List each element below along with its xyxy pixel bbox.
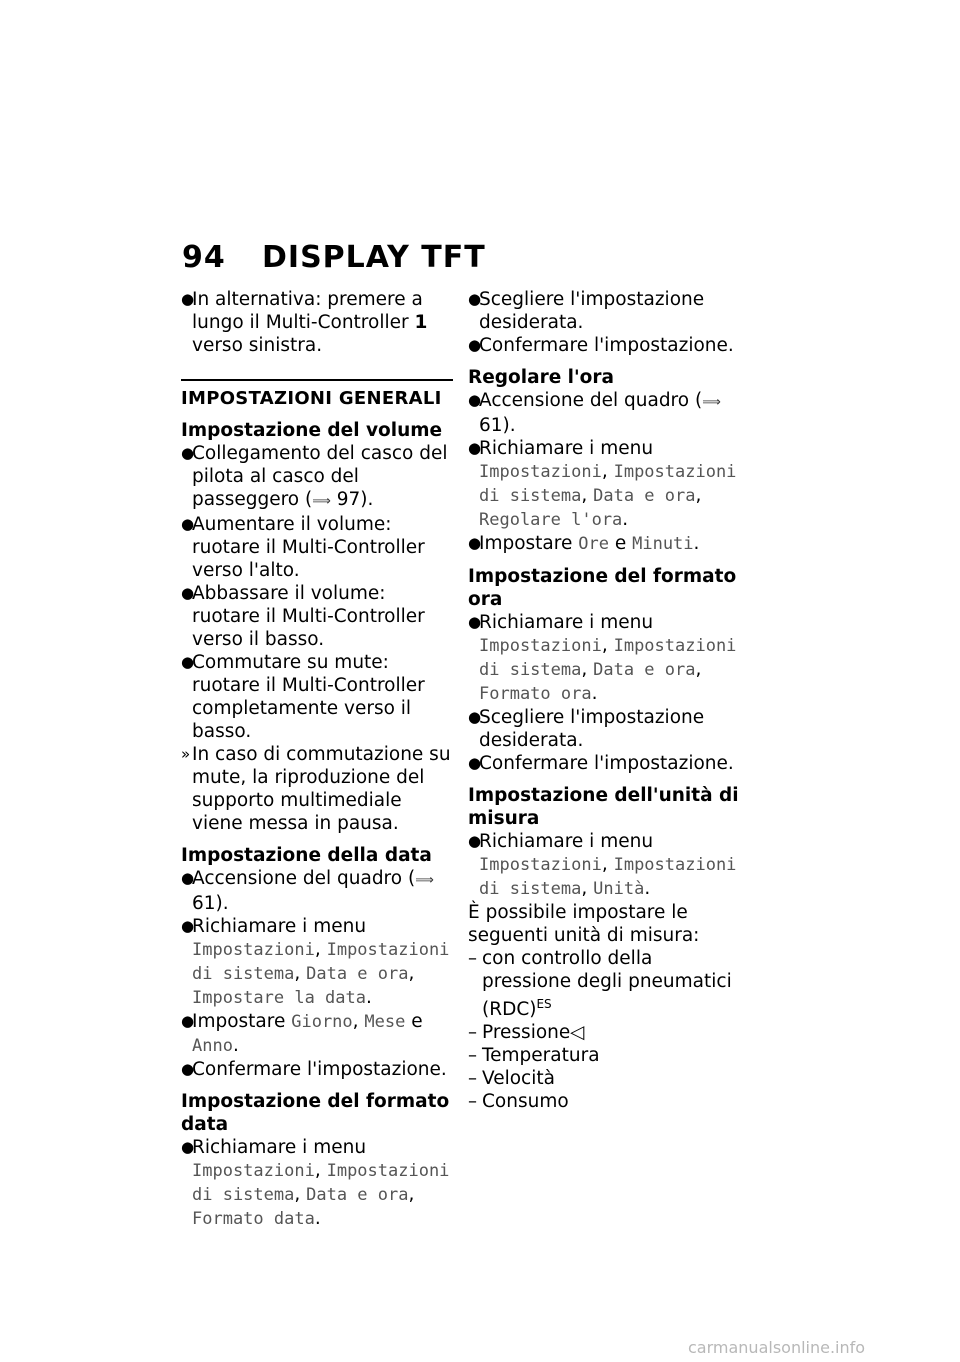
list-item — [181, 867, 453, 915]
separator: . — [622, 509, 629, 530]
menu-path: Impostazioni — [479, 855, 602, 875]
menu-value: Giorno — [291, 1012, 353, 1032]
separator: , — [294, 963, 307, 984]
list-item — [181, 1136, 453, 1231]
separator: , — [408, 1184, 415, 1205]
menu-value: Ore — [578, 534, 609, 554]
bullet-icon: ● — [181, 584, 195, 602]
dash-icon: – — [468, 1091, 477, 1113]
item-text: Abbassare il volume: ruotare il Multi-Controller verso il basso. — [192, 583, 425, 650]
item-text: Collegamento del casco del pilota al casco del passeggero ( — [192, 443, 448, 510]
dash-item — [468, 947, 746, 1021]
section-divider — [181, 379, 453, 381]
page-reference[interactable]: 61). — [192, 893, 229, 914]
item-text: Temperatura — [482, 1045, 600, 1067]
separator: , — [408, 963, 415, 984]
separator: , — [601, 854, 614, 875]
menu-path: Impostazioni — [192, 1161, 315, 1181]
separator: , — [695, 659, 702, 680]
list-item — [468, 532, 746, 556]
item-text: verso sinistra. — [192, 335, 323, 356]
item-text: In alternativa: premere a lungo il Multi-Controller — [192, 289, 423, 333]
left-column — [181, 288, 453, 1231]
menu-path: Impostazioni — [479, 636, 602, 656]
menu-path: Impostazioni di sistema — [192, 940, 450, 984]
list-item — [468, 437, 746, 532]
menu-value: Anno — [192, 1036, 233, 1056]
item-text: Commutare su mute: ruotare il Multi-Controller completamente verso il basso. — [192, 652, 425, 742]
item-text: Aumentare il volume: ruotare il Multi-Controller verso l'alto. — [192, 514, 425, 581]
list-item — [468, 611, 746, 706]
item-text: Consumo — [482, 1091, 569, 1113]
separator: . — [644, 878, 651, 899]
bullet-icon: ● — [468, 754, 482, 772]
list-item — [181, 1058, 453, 1081]
page-header — [182, 240, 782, 275]
bullet-icon: ● — [181, 1012, 195, 1030]
bullet-icon: ● — [181, 444, 195, 462]
separator: . — [366, 987, 372, 1008]
subheading-time-format: Impostazione del formato ora — [468, 566, 737, 610]
bullet-icon: ● — [468, 439, 482, 457]
bullet-icon: ● — [468, 534, 482, 552]
separator: , — [352, 1011, 365, 1032]
bullet-icon: ● — [181, 1138, 195, 1156]
bullet-icon: ● — [181, 869, 195, 887]
dash-item — [468, 1021, 746, 1044]
page-number: 94 — [182, 240, 226, 275]
separator: e — [608, 533, 633, 554]
end-marker-icon: ◁ — [570, 1022, 585, 1044]
separator: , — [695, 485, 702, 506]
separator: e — [405, 1011, 423, 1032]
bullet-icon: ● — [468, 832, 482, 850]
item-text: Scegliere l'impostazione desiderata. — [479, 707, 705, 751]
menu-path: Impostazioni di sistema — [479, 462, 737, 506]
item-text: Confermare l'impostazione. — [479, 753, 734, 774]
item-text: Impostare — [479, 533, 579, 554]
item-text: Richiamare i menu — [192, 916, 367, 937]
subheading-date-format: Impostazione del formato data — [181, 1091, 450, 1135]
separator: . — [693, 533, 700, 554]
separator: , — [601, 635, 614, 656]
page-reference[interactable]: 61). — [479, 415, 516, 436]
bullet-icon: ● — [181, 653, 195, 671]
menu-path: Data e ora — [593, 486, 696, 506]
menu-path: Data e ora — [593, 660, 696, 680]
item-text: Confermare l'impostazione. — [192, 1059, 447, 1080]
list-item — [468, 752, 746, 775]
list-item — [468, 334, 746, 357]
list-item — [468, 706, 746, 752]
item-text: Accensione del quadro ( — [479, 390, 703, 411]
menu-path: Impostazioni di sistema — [479, 855, 737, 899]
dash-item — [468, 1090, 746, 1113]
separator: . — [591, 683, 598, 704]
menu-path: Impostazioni — [192, 940, 315, 960]
item-text: Richiamare i menu — [479, 438, 654, 459]
list-item — [468, 830, 746, 901]
separator: , — [581, 878, 594, 899]
menu-path: Unità — [593, 879, 645, 899]
menu-value: Mese — [364, 1012, 406, 1032]
separator: . — [232, 1035, 239, 1056]
bullet-icon: ● — [468, 290, 482, 308]
menu-path: Data e ora — [306, 1185, 409, 1205]
page-reference[interactable]: 97). — [330, 489, 374, 510]
menu-path: Data e ora — [306, 964, 409, 984]
subheading-date: Impostazione della data — [181, 845, 432, 866]
list-item — [181, 582, 453, 651]
bullet-icon: ● — [468, 336, 482, 354]
item-text: Accensione del quadro ( — [192, 868, 416, 889]
separator: , — [294, 1184, 307, 1205]
right-column — [468, 288, 746, 1113]
list-item — [181, 1010, 453, 1058]
units-paragraph: È possibile impostare le seguenti unità di misura: — [468, 902, 700, 946]
menu-value: Minuti — [632, 534, 694, 554]
menu-path: Impostare la data — [192, 988, 366, 1008]
separator: . — [314, 1208, 321, 1229]
list-item — [468, 288, 746, 334]
item-text: Impostare — [192, 1011, 292, 1032]
separator: , — [581, 659, 594, 680]
item-text: Scegliere l'impostazione desiderata. — [479, 289, 705, 333]
menu-path: Formato ora — [479, 684, 592, 704]
menu-path: Impostazioni di sistema — [479, 636, 737, 680]
bullet-icon: ● — [181, 515, 195, 533]
menu-path: Regolare l'ora — [479, 510, 623, 530]
reference-arrow-icon: ⟹ — [415, 873, 434, 888]
control-number: 1 — [414, 312, 428, 333]
dash-icon: – — [468, 1068, 477, 1090]
item-text: con controllo della pressione degli pneumatici (RDC) — [482, 948, 732, 1021]
item-text: Velocità — [482, 1068, 555, 1090]
item-text: Richiamare i menu — [192, 1137, 367, 1158]
item-text: In caso di commutazione su mute, la riproduzione del supporto multimediale viene messa in pausa. — [192, 744, 451, 834]
separator: , — [314, 1160, 327, 1181]
dash-item — [468, 1044, 746, 1067]
subheading-volume: Impostazione del volume — [181, 420, 443, 441]
result-item — [181, 743, 453, 835]
result-arrow-icon: » — [181, 745, 191, 763]
item-text: Confermare l'impostazione. — [479, 335, 734, 356]
menu-path: Impostazioni di sistema — [192, 1161, 450, 1205]
separator: , — [601, 461, 614, 482]
dash-icon: – — [468, 1022, 477, 1044]
page-title: DISPLAY TFT — [262, 240, 486, 275]
footer-watermark: carmanualsonline.info — [688, 1338, 866, 1357]
list-item — [181, 915, 453, 1010]
subheading-units: Impostazione dell'unità di misura — [468, 785, 739, 829]
bullet-icon: ● — [181, 290, 195, 308]
item-text: Richiamare i menu — [479, 831, 654, 852]
list-item — [181, 442, 453, 513]
menu-path: Formato data — [192, 1209, 315, 1229]
dash-icon: – — [468, 948, 477, 969]
dash-item — [468, 1067, 746, 1090]
bullet-icon: ● — [181, 917, 195, 935]
bullet-icon: ● — [468, 708, 482, 726]
reference-arrow-icon: ⟹ — [312, 494, 331, 509]
list-item — [181, 288, 453, 357]
list-item — [468, 389, 746, 437]
item-text: Richiamare i menu — [479, 612, 654, 633]
dash-icon: – — [468, 1045, 477, 1067]
separator: , — [314, 939, 327, 960]
reference-arrow-icon: ⟹ — [702, 395, 721, 410]
subheading-time: Regolare l'ora — [468, 367, 615, 388]
section-title: IMPOSTAZIONI GENERALI — [181, 388, 442, 409]
menu-path: Impostazioni — [479, 462, 602, 482]
bullet-icon: ● — [468, 613, 482, 631]
list-item — [181, 651, 453, 743]
item-text: Pressione — [482, 1022, 571, 1044]
bullet-icon: ● — [468, 391, 482, 409]
separator: , — [581, 485, 594, 506]
optional-equipment-badge: ES — [536, 997, 552, 1011]
bullet-icon: ● — [181, 1060, 195, 1078]
list-item — [181, 513, 453, 582]
